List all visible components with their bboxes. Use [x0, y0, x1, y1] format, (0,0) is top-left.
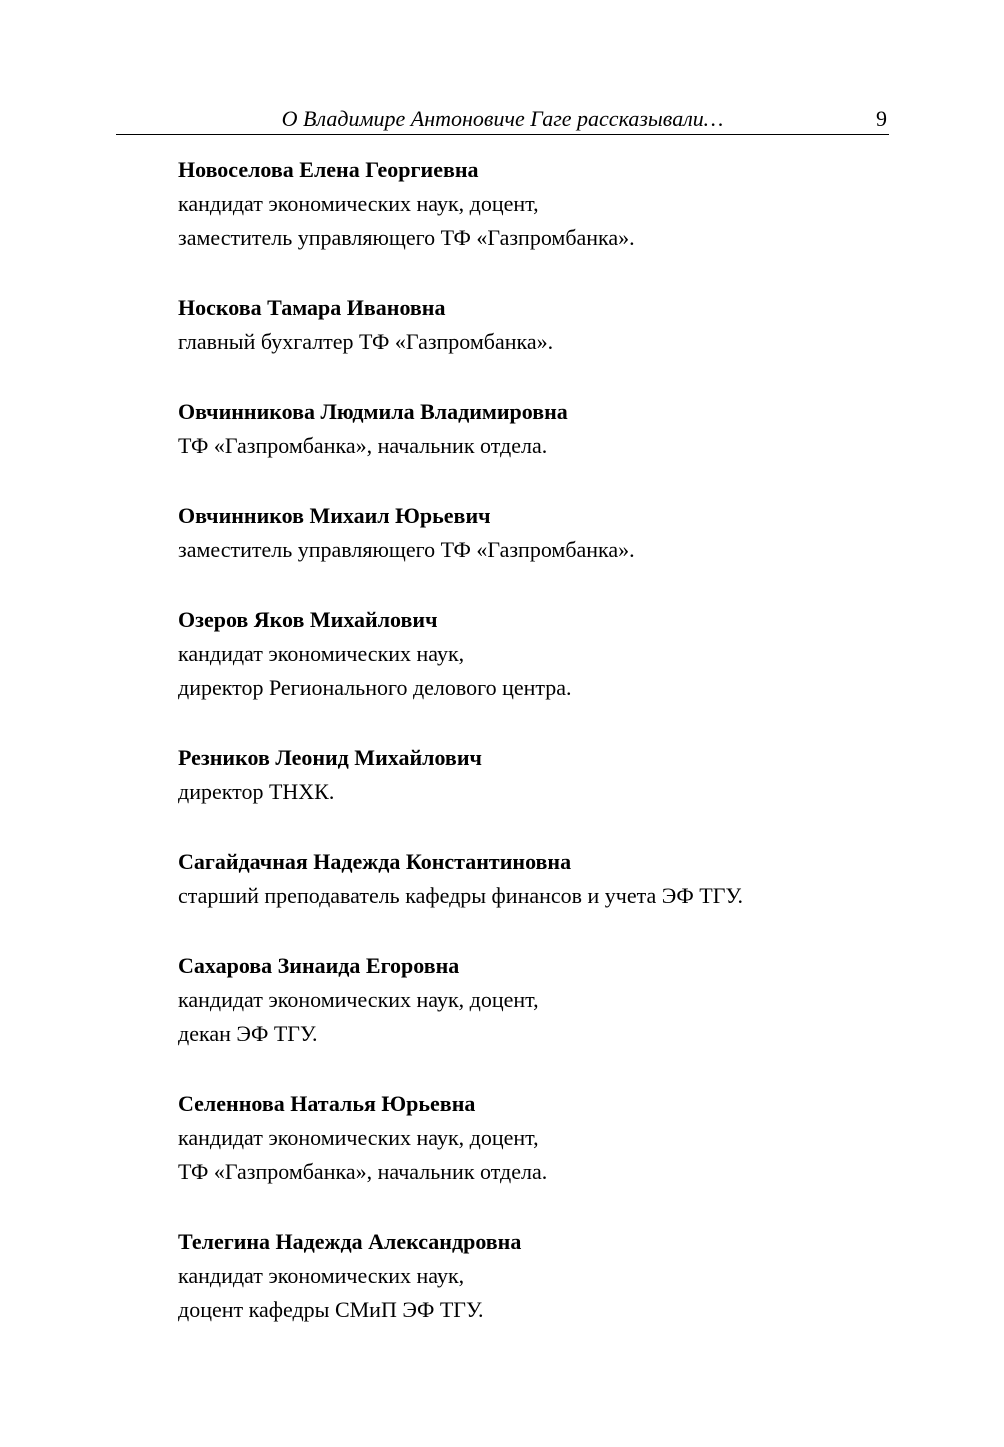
- entry-line: кандидат экономических наук,: [178, 641, 465, 666]
- entry-line: заместитель управляющего ТФ «Газпромбанка».: [178, 225, 635, 250]
- entry-line: директор Регионального делового центра.: [178, 675, 572, 700]
- list-item: [178, 291, 898, 359]
- entry-name: Озеров Яков Михайлович: [178, 607, 438, 632]
- list-item: [178, 741, 898, 809]
- running-title: О Владимире Антоновиче Гаге рассказывали…: [281, 106, 724, 131]
- entry-line: ТФ «Газпромбанка», начальник отдела.: [178, 433, 548, 458]
- entry-line: директор ТНХК.: [178, 779, 335, 804]
- entry-line: заместитель управляющего ТФ «Газпромбанка».: [178, 537, 635, 562]
- entries-list: [178, 153, 898, 1327]
- list-item: [178, 395, 898, 463]
- entry-line: старший преподаватель кафедры финансов и учета ЭФ ТГУ.: [178, 883, 743, 908]
- entry-line: ТФ «Газпромбанка», начальник отдела.: [178, 1159, 548, 1184]
- entry-name: Телегина Надежда Александровна: [178, 1229, 522, 1254]
- list-item: [178, 499, 898, 567]
- entry-name: Сагайдачная Надежда Константиновна: [178, 849, 572, 874]
- entry-name: Сахарова Зинаида Егоровна: [178, 953, 460, 978]
- entry-line: декан ЭФ ТГУ.: [178, 1021, 318, 1046]
- entry-name: Овчинникова Людмила Владимировна: [178, 399, 568, 424]
- page-number: 9: [876, 106, 887, 131]
- entry-name: Носкова Тамара Ивановна: [178, 295, 446, 320]
- entry-name: Селеннова Наталья Юрьевна: [178, 1091, 476, 1116]
- entry-line: кандидат экономических наук, доцент,: [178, 987, 539, 1012]
- list-item: [178, 153, 898, 255]
- entry-line: главный бухгалтер ТФ «Газпромбанка».: [178, 329, 554, 354]
- entry-name: Новоселова Елена Георгиевна: [178, 157, 479, 182]
- entry-line: доцент кафедры СМиП ЭФ ТГУ.: [178, 1297, 484, 1322]
- entry-line: кандидат экономических наук, доцент,: [178, 191, 539, 216]
- list-item: [178, 845, 898, 913]
- list-item: [178, 1087, 898, 1189]
- entry-name: Овчинников Михаил Юрьевич: [178, 503, 491, 528]
- entry-line: кандидат экономических наук,: [178, 1263, 465, 1288]
- list-item: [178, 1225, 898, 1327]
- list-item: [178, 603, 898, 705]
- entry-name: Резников Леонид Михайлович: [178, 745, 482, 770]
- entry-line: кандидат экономических наук, доцент,: [178, 1125, 539, 1150]
- list-item: [178, 949, 898, 1051]
- running-header: [116, 104, 889, 135]
